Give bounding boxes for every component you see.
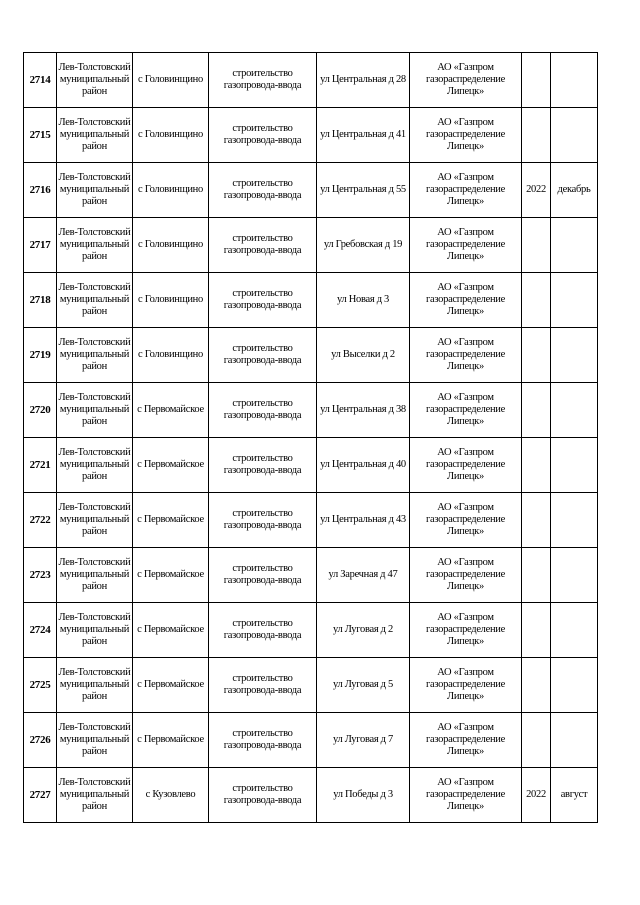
month-cell: декабрь (551, 163, 598, 218)
gasification-table (23, 52, 598, 823)
year-cell (522, 658, 551, 713)
year-cell (522, 548, 551, 603)
month-cell (551, 328, 598, 383)
work-type-cell: строительство газопровода-ввода (209, 713, 317, 768)
address-cell: ул Центральная д 28 (317, 53, 410, 108)
row-number-cell: 2719 (24, 328, 57, 383)
table-row (24, 383, 598, 438)
address-cell: ул Гребовская д 19 (317, 218, 410, 273)
district-cell: Лев-Толстовский муниципальный район (57, 548, 133, 603)
table-row (24, 218, 598, 273)
settlement-cell: с Головинщино (133, 53, 209, 108)
table-row (24, 768, 598, 823)
organization-cell: АО «Газпром газораспределение Липецк» (410, 218, 522, 273)
settlement-cell: с Кузовлево (133, 768, 209, 823)
year-cell (522, 383, 551, 438)
work-type-cell: строительство газопровода-ввода (209, 603, 317, 658)
month-cell: август (551, 768, 598, 823)
district-cell: Лев-Толстовский муниципальный район (57, 163, 133, 218)
settlement-cell: с Первомайское (133, 603, 209, 658)
work-type-cell: строительство газопровода-ввода (209, 218, 317, 273)
year-cell (522, 438, 551, 493)
month-cell (551, 218, 598, 273)
month-cell (551, 438, 598, 493)
settlement-cell: с Головинщино (133, 163, 209, 218)
organization-cell: АО «Газпром газораспределение Липецк» (410, 713, 522, 768)
row-number-cell: 2722 (24, 493, 57, 548)
address-cell: ул Выселки д 2 (317, 328, 410, 383)
address-cell: ул Центральная д 40 (317, 438, 410, 493)
organization-cell: АО «Газпром газораспределение Липецк» (410, 53, 522, 108)
month-cell (551, 493, 598, 548)
address-cell: ул Луговая д 7 (317, 713, 410, 768)
district-cell: Лев-Толстовский муниципальный район (57, 218, 133, 273)
address-cell: ул Центральная д 38 (317, 383, 410, 438)
organization-cell: АО «Газпром газораспределение Липецк» (410, 603, 522, 658)
table-row (24, 493, 598, 548)
district-cell: Лев-Толстовский муниципальный район (57, 658, 133, 713)
work-type-cell: строительство газопровода-ввода (209, 658, 317, 713)
year-cell (522, 218, 551, 273)
organization-cell: АО «Газпром газораспределение Липецк» (410, 548, 522, 603)
address-cell: ул Луговая д 5 (317, 658, 410, 713)
table-body (24, 53, 598, 823)
district-cell: Лев-Толстовский муниципальный район (57, 713, 133, 768)
district-cell: Лев-Толстовский муниципальный район (57, 53, 133, 108)
row-number-cell: 2724 (24, 603, 57, 658)
settlement-cell: с Головинщино (133, 328, 209, 383)
settlement-cell: с Первомайское (133, 493, 209, 548)
organization-cell: АО «Газпром газораспределение Липецк» (410, 768, 522, 823)
table-row (24, 603, 598, 658)
row-number-cell: 2725 (24, 658, 57, 713)
address-cell: ул Победы д 3 (317, 768, 410, 823)
organization-cell: АО «Газпром газораспределение Липецк» (410, 108, 522, 163)
table-row (24, 273, 598, 328)
row-number-cell: 2715 (24, 108, 57, 163)
row-number-cell: 2720 (24, 383, 57, 438)
row-number-cell: 2726 (24, 713, 57, 768)
month-cell (551, 658, 598, 713)
district-cell: Лев-Толстовский муниципальный район (57, 383, 133, 438)
month-cell (551, 713, 598, 768)
work-type-cell: строительство газопровода-ввода (209, 383, 317, 438)
year-cell (522, 273, 551, 328)
month-cell (551, 273, 598, 328)
district-cell: Лев-Толстовский муниципальный район (57, 768, 133, 823)
organization-cell: АО «Газпром газораспределение Липецк» (410, 328, 522, 383)
table-row (24, 328, 598, 383)
district-cell: Лев-Толстовский муниципальный район (57, 438, 133, 493)
work-type-cell: строительство газопровода-ввода (209, 53, 317, 108)
year-cell: 2022 (522, 768, 551, 823)
organization-cell: АО «Газпром газораспределение Липецк» (410, 438, 522, 493)
settlement-cell: с Головинщино (133, 108, 209, 163)
address-cell: ул Новая д 3 (317, 273, 410, 328)
address-cell: ул Заречная д 47 (317, 548, 410, 603)
settlement-cell: с Головинщино (133, 273, 209, 328)
row-number-cell: 2716 (24, 163, 57, 218)
work-type-cell: строительство газопровода-ввода (209, 163, 317, 218)
organization-cell: АО «Газпром газораспределение Липецк» (410, 658, 522, 713)
address-cell: ул Центральная д 41 (317, 108, 410, 163)
month-cell (551, 108, 598, 163)
address-cell: ул Центральная д 55 (317, 163, 410, 218)
table-row (24, 548, 598, 603)
year-cell (522, 53, 551, 108)
district-cell: Лев-Толстовский муниципальный район (57, 493, 133, 548)
month-cell (551, 53, 598, 108)
year-cell (522, 108, 551, 163)
settlement-cell: с Первомайское (133, 438, 209, 493)
row-number-cell: 2718 (24, 273, 57, 328)
work-type-cell: строительство газопровода-ввода (209, 328, 317, 383)
table-row (24, 713, 598, 768)
table-row (24, 438, 598, 493)
organization-cell: АО «Газпром газораспределение Липецк» (410, 383, 522, 438)
year-cell (522, 713, 551, 768)
district-cell: Лев-Толстовский муниципальный район (57, 108, 133, 163)
row-number-cell: 2721 (24, 438, 57, 493)
table-row (24, 658, 598, 713)
settlement-cell: с Первомайское (133, 713, 209, 768)
organization-cell: АО «Газпром газораспределение Липецк» (410, 273, 522, 328)
settlement-cell: с Первомайское (133, 383, 209, 438)
row-number-cell: 2727 (24, 768, 57, 823)
organization-cell: АО «Газпром газораспределение Липецк» (410, 163, 522, 218)
row-number-cell: 2714 (24, 53, 57, 108)
work-type-cell: строительство газопровода-ввода (209, 273, 317, 328)
row-number-cell: 2723 (24, 548, 57, 603)
work-type-cell: строительство газопровода-ввода (209, 438, 317, 493)
work-type-cell: строительство газопровода-ввода (209, 548, 317, 603)
district-cell: Лев-Толстовский муниципальный район (57, 273, 133, 328)
settlement-cell: с Первомайское (133, 658, 209, 713)
district-cell: Лев-Толстовский муниципальный район (57, 328, 133, 383)
table-row (24, 108, 598, 163)
organization-cell: АО «Газпром газораспределение Липецк» (410, 493, 522, 548)
year-cell (522, 603, 551, 658)
row-number-cell: 2717 (24, 218, 57, 273)
settlement-cell: с Головинщино (133, 218, 209, 273)
work-type-cell: строительство газопровода-ввода (209, 768, 317, 823)
month-cell (551, 603, 598, 658)
work-type-cell: строительство газопровода-ввода (209, 493, 317, 548)
settlement-cell: с Первомайское (133, 548, 209, 603)
table-row (24, 163, 598, 218)
year-cell: 2022 (522, 163, 551, 218)
address-cell: ул Луговая д 2 (317, 603, 410, 658)
month-cell (551, 383, 598, 438)
address-cell: ул Центральная д 43 (317, 493, 410, 548)
district-cell: Лев-Толстовский муниципальный район (57, 603, 133, 658)
work-type-cell: строительство газопровода-ввода (209, 108, 317, 163)
year-cell (522, 493, 551, 548)
year-cell (522, 328, 551, 383)
month-cell (551, 548, 598, 603)
table-row (24, 53, 598, 108)
